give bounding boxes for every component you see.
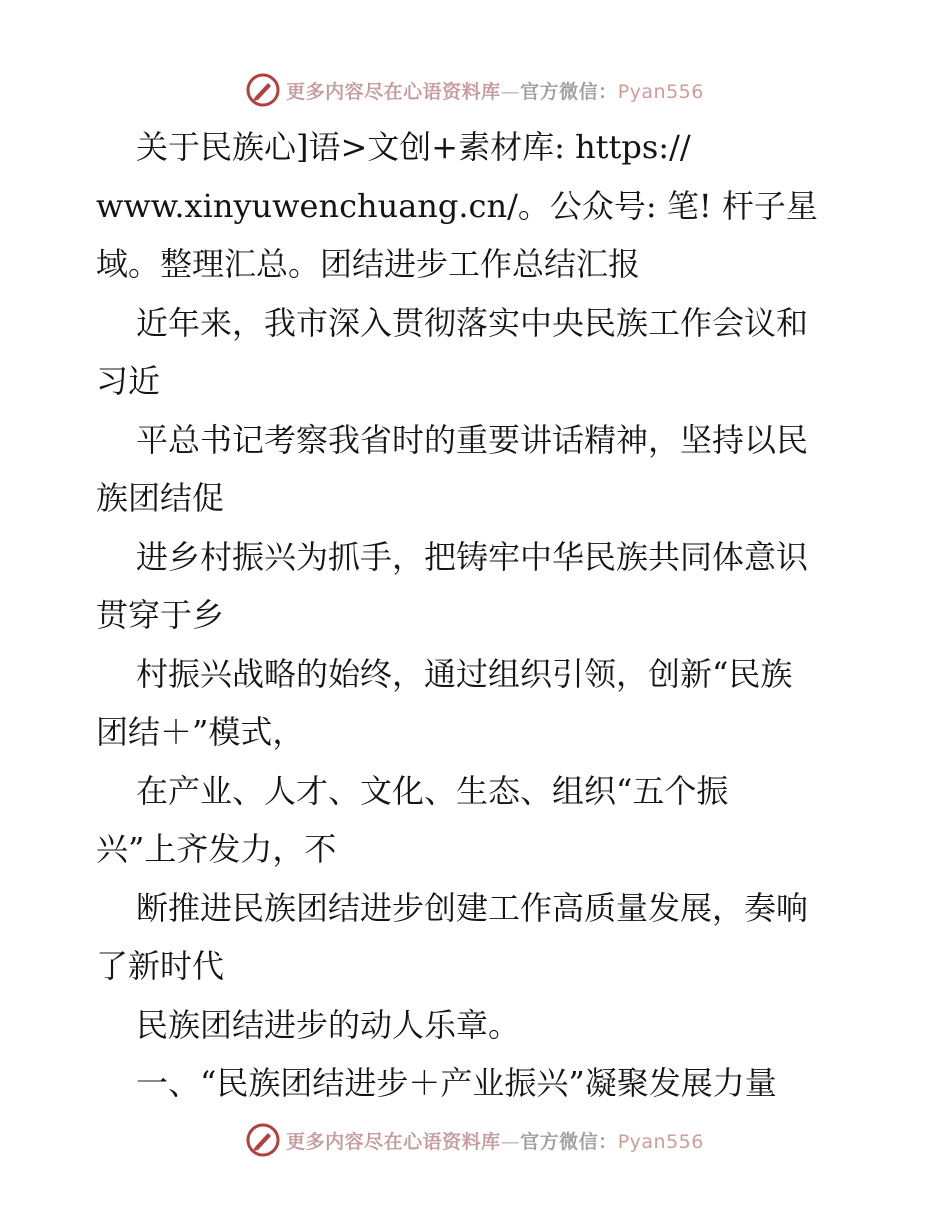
text-line: 族团结促: [96, 479, 225, 517]
text-line: 进乡村振兴为抓手，把铸牢中华民族共同体意识: [136, 537, 809, 576]
text-line: 习近: [96, 362, 161, 400]
watermark-wechat-id: Pyan556: [617, 80, 704, 103]
watermark-text: [286, 1127, 704, 1154]
section-heading: 一、“民族团结进步＋产业振兴”凝聚发展力量: [136, 1064, 777, 1102]
text-line: 平总书记考察我省时的重要讲话精神，坚持以民: [136, 420, 809, 459]
watermark-wechat-id: Pyan556: [617, 1130, 704, 1153]
pen-circle-logo-icon: [246, 1123, 280, 1157]
watermark-separator: —: [500, 1130, 521, 1153]
text-line: 域。整理汇总。团结进步工作总结汇报: [96, 245, 641, 283]
watermark-label: 官方微信：: [520, 1130, 618, 1153]
watermark-separator: —: [500, 80, 521, 103]
pen-circle-logo-icon: [246, 73, 280, 107]
watermark-main: 更多内容尽在心语资料库: [286, 80, 501, 103]
text-line: 关于民族心]语>文创+素材库: https://: [136, 128, 691, 166]
watermark-main: 更多内容尽在心语资料库: [286, 1130, 501, 1153]
watermark-label: 官方微信：: [520, 80, 618, 103]
watermark-text: [286, 77, 704, 104]
text-line: 村振兴战略的始终，通过组织引领，创新“民族: [136, 654, 793, 693]
text-line: 断推进民族团结进步创建工作高质量发展，奏响: [136, 888, 809, 927]
text-line: 在产业、人才、文化、生态、组织“五个振: [136, 771, 729, 810]
text-line: 兴”上齐发力，不: [96, 830, 337, 868]
document-body: [96, 118, 876, 1113]
text-line: 了新时代: [96, 947, 225, 985]
text-line: 贯穿于乡: [96, 596, 225, 634]
header-watermark: [0, 70, 950, 110]
footer-watermark: [0, 1120, 950, 1160]
text-line: 民族团结进步的动人乐章。: [136, 1005, 521, 1044]
text-line: www.xinyuwenchuang.cn/。公众号: 笔! 杆子星: [96, 186, 818, 225]
text-line: 团结＋”模式，: [96, 713, 305, 751]
text-line: 近年来，我市深入贯彻落实中央民族工作会议和: [136, 303, 809, 342]
